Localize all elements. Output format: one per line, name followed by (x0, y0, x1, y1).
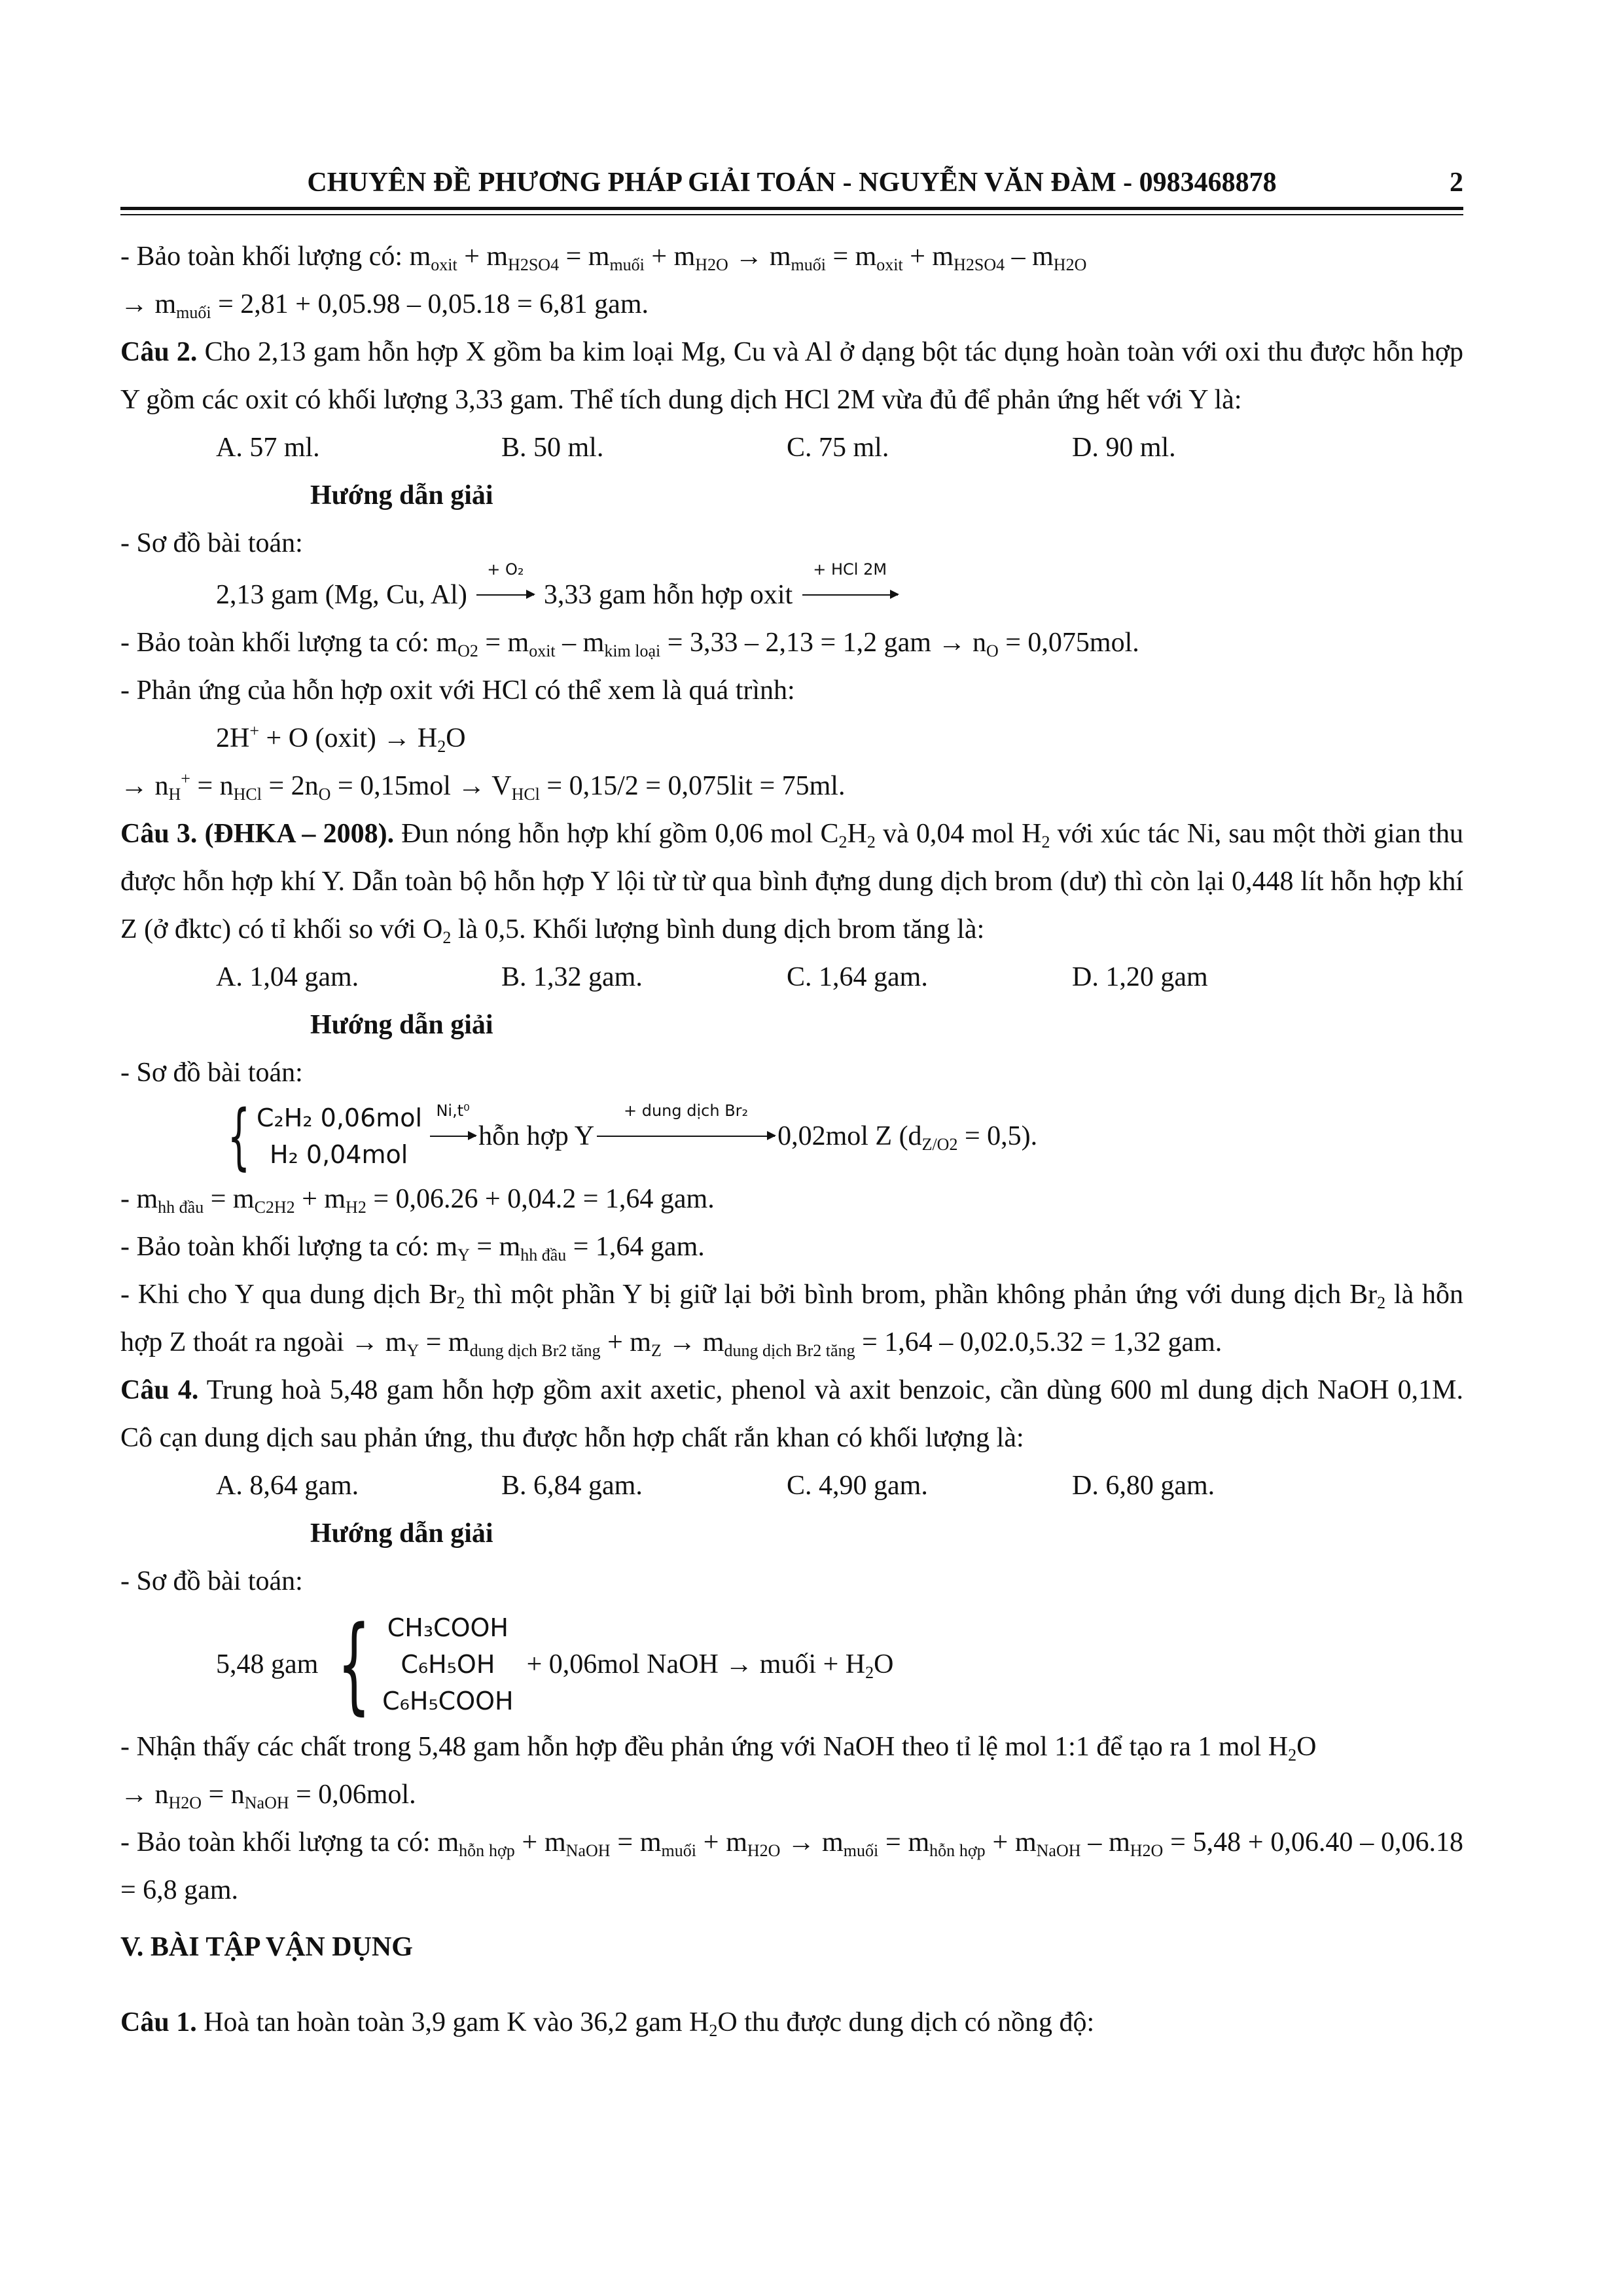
q3-initial-mass: - $m_{hh đầu} = m_{C2H2} + m_{H2} = 0,06.26 + 0,04.2 = 1,64$ gam. (120, 1184, 715, 1217)
q4-options (120, 1462, 1463, 1510)
q2-reaction-note: - Phản ứng của hỗn hợp oxit với HCl có thể xem là quá trình: (120, 675, 795, 706)
q2-option-a: A. 57 ml. (216, 433, 320, 463)
header-rule (120, 207, 1463, 215)
q3-option-c: C. 1,64 gam. (787, 962, 928, 992)
q3-label: Câu 3. (ĐHKA – 2008). (120, 819, 395, 849)
q3-options (120, 954, 1463, 1001)
q2-option-b: B. 50 ml. (501, 433, 604, 463)
q3-product: 0,02mol Z $(d_{Z/O2} = 0,5)$. (777, 1121, 1038, 1154)
q2-option-d: D. 90 ml. (1072, 433, 1176, 463)
q2-options (120, 424, 1463, 472)
q4-mixture-system (382, 1609, 514, 1719)
q3-intermediate: hỗn hợp Y (478, 1121, 595, 1151)
section-v-q1: Câu 1. Hoà tan hoàn toàn 3,9 gam K vào 36,2 gam $H_2O$ thu được dung dịch có nồng độ: (120, 2007, 1095, 2040)
reaction-arrow-icon: + HCl 2M (800, 581, 901, 609)
q2-guide-heading: Hướng dẫn giải (310, 480, 493, 511)
page-number: 2 (1450, 168, 1463, 198)
q2-equation: 2H+ + O (oxit) → $H_2O$ (216, 721, 466, 756)
q4-question: Câu 4. Trung hoà 5,48 gam hỗn hợp gồm axit axetic, phenol và axit benzoic, cần dùng 600 ml dung dịch NaOH 0,1M. Cô cạn dung dịch sau phản ứng, thu được hỗn hợp chất rắn khan có khối lượng là: (120, 1375, 1463, 1453)
brace-icon: { (337, 1603, 371, 1725)
reaction-arrow-icon: Ni,t⁰ (427, 1122, 478, 1150)
brace-icon: { (227, 1094, 251, 1178)
q4-mol-relation: → $n_{H2O} = n_{NaOH} = 0,06mol$. (120, 1780, 416, 1812)
q3-option-a: A. 1,04 gam. (216, 962, 359, 992)
q4-label: Câu 4. (120, 1375, 199, 1405)
q2-question: Câu 2. Cho 2,13 gam hỗn hợp X gồm ba kim loại Mg, Cu và Al ở dạng bột tác dụng hoàn toàn với oxi thu được hỗn hợp Y gồm các oxit có khối lượng 3,33 gam. Thể tích dung dịch HCl 2M vừa đủ để phản ứng hết với Y là: (120, 337, 1463, 415)
q3-scheme-label: - Sơ đồ bài toán: (120, 1058, 303, 1088)
q4-reaction-right: + 0,06mol NaOH → muối + $H_2O$ (526, 1649, 894, 1682)
q3-guide-heading: Hướng dẫn giải (310, 1010, 493, 1040)
q2-scheme: 2,13 gam (Mg, Cu, Al) + O₂ 3,33 gam hỗn hợp oxit + HCl 2M (120, 571, 1463, 619)
q2-option-c: C. 75 ml. (787, 433, 889, 463)
q3-result: - Khi cho Y qua dung dịch $Br_2$ thì một phần Y bị giữ lại bởi bình brom, phần không phản ứng với dung dịch $Br_2$ là hỗn hợp Z thoát ra ngoài → $m_Y = m_{dung dịch Br2 tăng} + m_Z \to m_{dung dịch Br2 tăng} = 1,64 - 0,02.0,5.32 = 1,32$ gam. (120, 1280, 1464, 1360)
q4-option-a: A. 8,64 gam. (216, 1471, 359, 1501)
q3-scheme (120, 1094, 1463, 1178)
q4-mixture-mass: 5,48 gam (216, 1649, 319, 1679)
q4-option-d: D. 6,80 gam. (1072, 1471, 1215, 1501)
q4-scheme-label: - Sơ đồ bài toán: (120, 1566, 303, 1596)
q3-question: Câu 3. (ĐHKA – 2008). Đun nóng hỗn hợp khí gồm 0,06 mol $C_2H_2$ và 0,04 mol $H_2$ với xúc tác Ni, sau một thời gian thu được hỗn hợp khí Y. Dẫn toàn bộ hỗn hợp Y lội từ từ qua bình đựng dung dịch brom (dư) thì còn lại 0,448 lít hỗn hợp khí Z (ở đktc) có tỉ khối so với $O_2$ là 0,5. Khối lượng bình dung dịch brom tăng là: (120, 819, 1463, 947)
section-v-heading: V. BÀI TẬP VẬN DỤNG (120, 1932, 413, 1962)
q2-mass-conservation: - Bảo toàn khối lượng ta có: $m_{O2} = m_{oxit} - m_{kim loại} = 3,33 - 2,13 = 1,2$ gam → $n_O = 0,075mol$. (120, 628, 1139, 660)
q3-mass-conservation: - Bảo toàn khối lượng ta có: $m_Y = m_{hh đầu} = 1,64$ gam. (120, 1232, 705, 1265)
q4-observation: - Nhận thấy các chất trong 5,48 gam hỗn hợp đều phản ứng với NaOH theo tỉ lệ mol 1:1 để tạo ra 1 mol $H_2O$ (120, 1732, 1317, 1765)
page-header (120, 167, 1463, 198)
header-title: CHUYÊN ĐỀ PHƯƠNG PHÁP GIẢI TOÁN - NGUYỄN VĂN ĐÀM - 0983468878 (307, 168, 1277, 198)
q1-result: → $m_{muối} = 2,81 + 0,05.98 - 0,05.18 = 6,81$ gam. (120, 289, 649, 322)
section-v-q1-label: Câu 1. (120, 2007, 197, 2037)
q1-mass-conservation: - Bảo toàn khối lượng có: $m_{oxit} + m_{H2SO4} = m_{muối} + m_{H2O} \to m_{muối} = m_{oxit} + m_{H2SO4} - m_{H2O}$ (120, 242, 1087, 274)
q3-reactant-2: H₂ 0,04mol (270, 1140, 408, 1169)
q4-result: - Bảo toàn khối lượng ta có: $m_{hỗn hợp} + m_{NaOH} = m_{muối} + m_{H2O} \to m_{muối} = m_{hỗn hợp} + m_{NaOH} - m_{H2O} = 5,48 + 0,06.40 - 0,06.18 = 6,8$ gam. (120, 1827, 1464, 1905)
reaction-arrow-icon: + dung dịch Br₂ (594, 1122, 777, 1150)
q4-compound-2: C₆H₅OH (401, 1650, 495, 1679)
q4-compound-3: C₆H₅COOH (382, 1687, 514, 1715)
q3-option-b: B. 1,32 gam. (501, 962, 643, 992)
q3-reactant-system (257, 1100, 422, 1173)
reaction-arrow-icon: + O₂ (474, 581, 537, 609)
q4-scheme (120, 1605, 1463, 1723)
q3-reactant-1: C₂H₂ 0,06mol (257, 1103, 423, 1132)
q4-guide-heading: Hướng dẫn giải (310, 1518, 493, 1549)
q4-option-b: B. 6,84 gam. (501, 1471, 643, 1501)
q2-scheme-label: - Sơ đồ bài toán: (120, 528, 303, 558)
q4-compound-1: CH₃COOH (387, 1613, 508, 1642)
q4-option-c: C. 4,90 gam. (787, 1471, 928, 1501)
q3-option-d: D. 1,20 gam (1072, 962, 1208, 992)
page-content (120, 233, 1463, 2047)
q2-label: Câu 2. (120, 337, 198, 367)
q2-result: → $n_H^+ = n_{HCl} = 2n_O = 0,15mol \to V_{HCl} = 0,15/2 = 0,075lit = 75ml$. (120, 769, 846, 804)
